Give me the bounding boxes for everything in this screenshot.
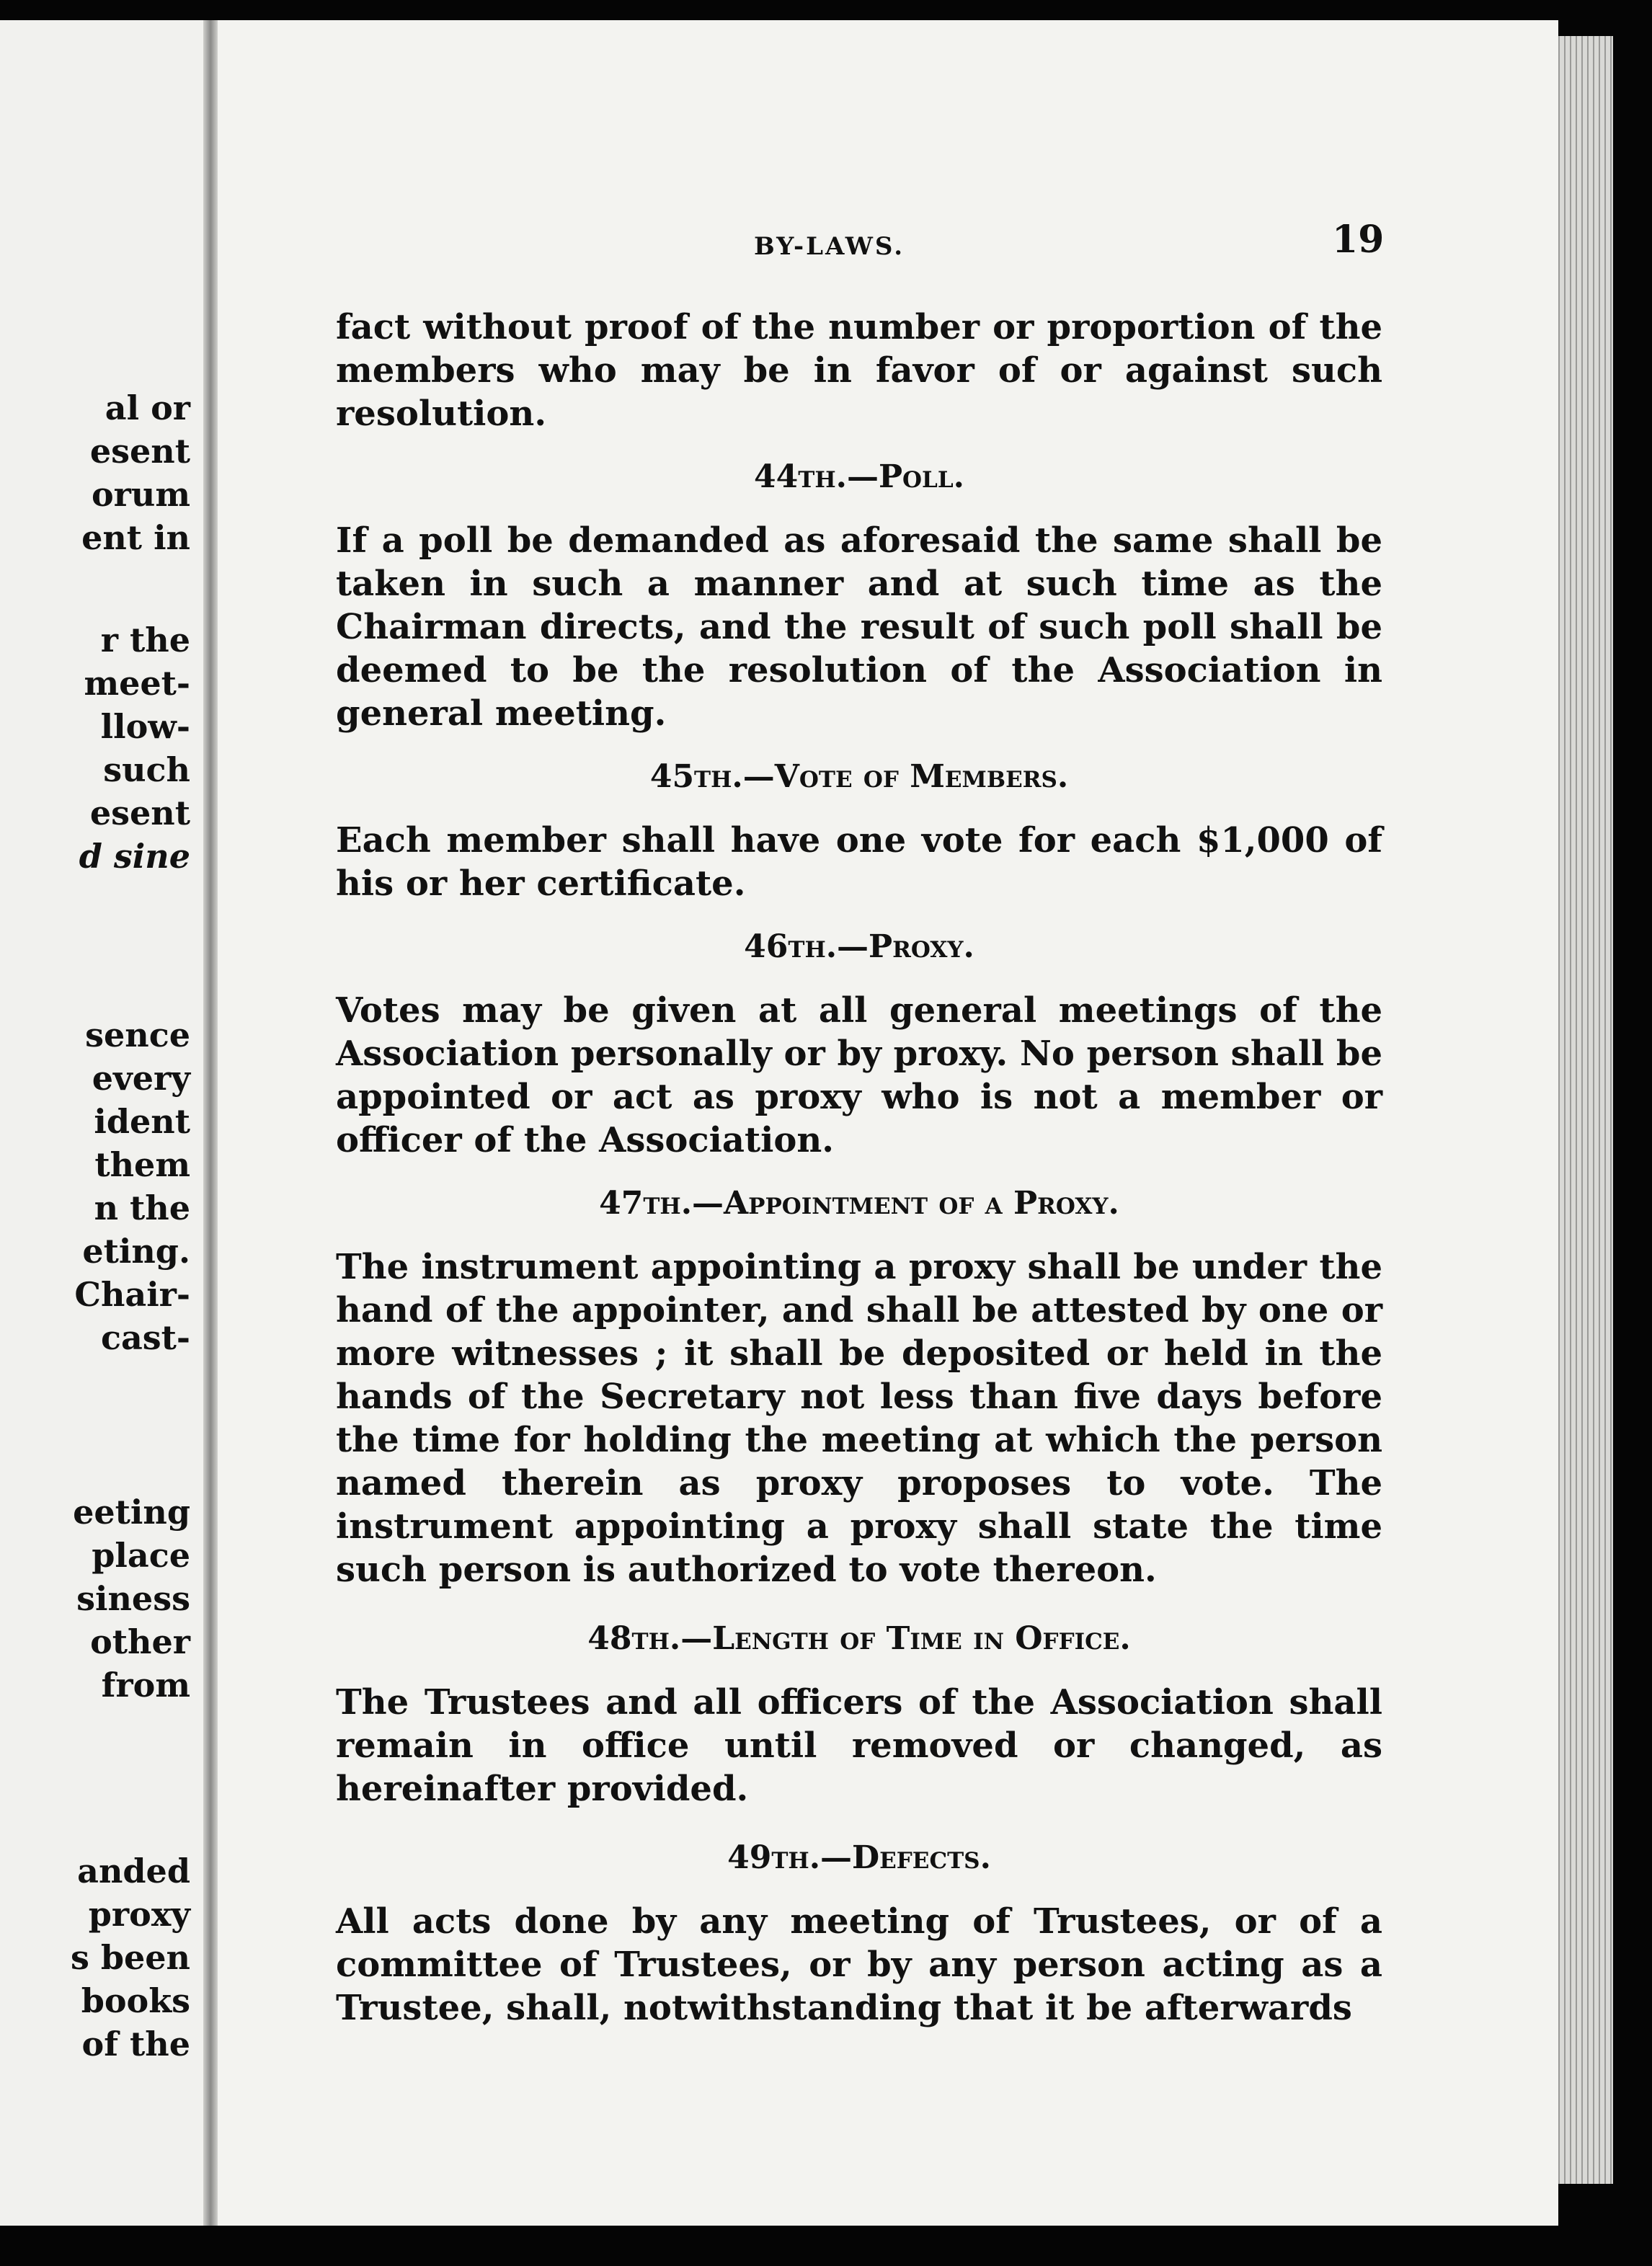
- left-page-fragment: every: [92, 1059, 190, 1098]
- paragraph: The Trustees and all officers of the Association shall remain in office until removed or changed, as hereinafter provided.: [336, 1682, 1382, 1809]
- left-page-fragment: siness: [76, 1579, 190, 1618]
- left-page-fragment: llow-: [100, 707, 190, 746]
- paragraph: All acts done by any meeting of Trustees, or of a committee of Trustees, or by any person acting as a Trustee, shall, notwithstanding that it be afterwards: [336, 1901, 1382, 2028]
- left-page-fragment: esent: [89, 432, 190, 471]
- left-page-fragment: books: [81, 1981, 190, 2020]
- section-heading: 46th.—Proxy.: [744, 928, 974, 965]
- left-page-fragment: them: [94, 1145, 190, 1184]
- paragraph: If a poll be demanded as aforesaid the same shall be taken in such a manner and at such time as the Chairman directs, and the result of such poll shall be deemed to be the resolution of the Association in general meeting.: [336, 520, 1382, 734]
- left-page-fragment: eeting: [73, 1493, 190, 1532]
- left-page-fragment: ent in: [81, 518, 190, 557]
- left-page-fragment: n the: [94, 1188, 190, 1227]
- left-page-fragment: orum: [91, 475, 190, 514]
- left-page-fragment: r the: [100, 621, 190, 659]
- left-page-fragment: place: [92, 1536, 190, 1575]
- section-heading: 44th.—Poll.: [754, 458, 964, 495]
- left-page-fragment: sence: [85, 1016, 190, 1054]
- left-page-fragment: ident: [94, 1102, 190, 1141]
- left-page-fragment: d sine: [79, 837, 190, 876]
- left-page: [0, 20, 203, 2226]
- left-page-fragment: s been: [70, 1938, 190, 1977]
- paragraph: fact without proof of the number or proportion of the members who may be in favor of or against such resolution.: [336, 307, 1382, 434]
- section-heading: 49th.—Defects.: [727, 1839, 991, 1876]
- left-page-fragment: such: [103, 750, 190, 789]
- left-page-fragment: eting.: [82, 1232, 190, 1271]
- paragraph: The instrument appointing a proxy shall be under the hand of the appointer, and shall be attested by one or more witnesses ; it shall be deposited or held in the hands of the Secretary not less than five days before the time for holding the meeting at which the person named therein as proxy proposes to vote. The instrument appointing a proxy shall state the time such person is authorized to vote thereon.: [336, 1247, 1382, 1590]
- left-page-fragment: anded: [77, 1852, 190, 1890]
- left-page-fragment: meet-: [84, 664, 190, 703]
- running-head: BY-LAWS.: [754, 232, 905, 261]
- section-heading: 45th.—Vote of Members.: [649, 758, 1069, 795]
- paragraph: Votes may be given at all general meetings of the Association personally or by proxy. No person shall be appointed or act as proxy who is not a member or officer of the Association.: [336, 990, 1382, 1160]
- left-page-fragment: cast-: [100, 1318, 190, 1357]
- left-page-fragment: al or: [105, 388, 190, 427]
- page-content: [336, 306, 1382, 2030]
- book-gutter: [203, 20, 218, 2226]
- left-page-fragment: of the: [81, 2025, 190, 2063]
- left-page-fragment: other: [90, 1622, 190, 1661]
- section-heading: 47th.—Appointment of a Proxy.: [599, 1185, 1119, 1222]
- paragraph: Each member shall have one vote for each $1,000 of his or her certificate.: [336, 820, 1382, 904]
- left-page-fragment: proxy: [88, 1895, 190, 1934]
- left-page-fragment: from: [101, 1666, 190, 1705]
- left-page-fragment: esent: [89, 794, 190, 832]
- page-number: 19: [1332, 218, 1385, 262]
- left-page-fragment: Chair-: [74, 1275, 190, 1314]
- section-heading: 48th.—Length of Time in Office.: [587, 1620, 1131, 1657]
